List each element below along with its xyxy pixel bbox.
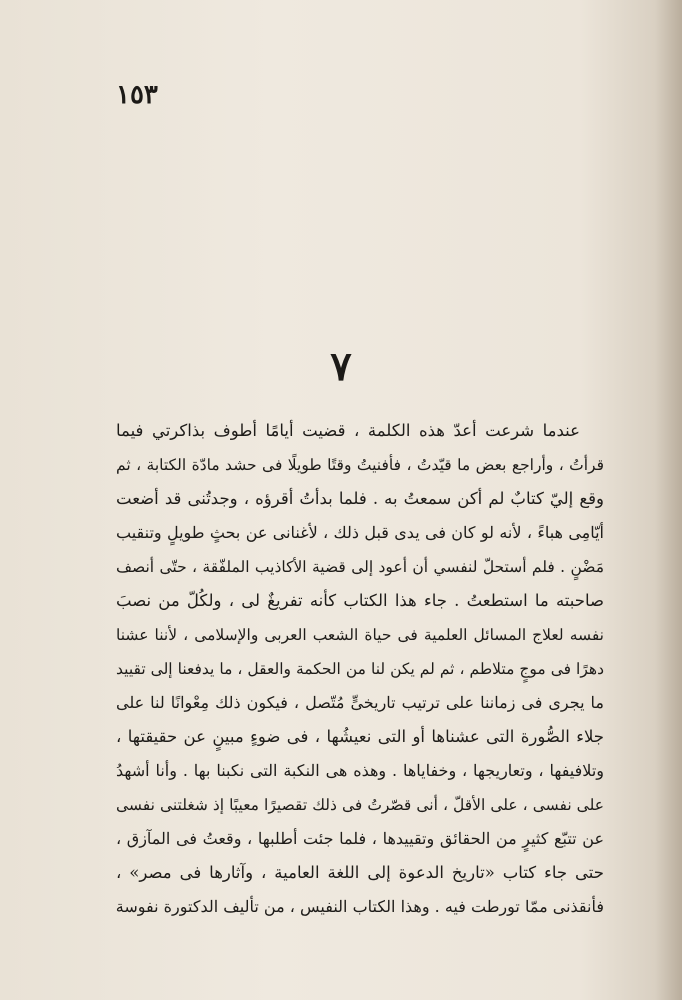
text-line: مَضْنٍ . فلم أستحلّ لنفسي أن أعود إلى قضية الأكاذيب الملفّقة ، حتّى أنصف xyxy=(116,558,604,576)
text-line: صاحبته ما استطعتُ . جاء هذا الكتاب كأنه تفريغٌ لى ، ولكُلّ من نصبَ xyxy=(116,591,604,610)
page-number: ١٥٣ xyxy=(116,80,158,110)
text-line: جلاء الصُّورة التى عشناها أو التى نعيشُها ، فى ضوءٍ مبينٍ عن حقيقتها ، xyxy=(116,727,604,746)
text-line: وقع إليّ كتابٌ لم أكن سمعتُ به . فلما بدأتُ أقرؤه ، وجدتُنى قد أضعت xyxy=(116,489,604,508)
text-line: فأنقذنى ممّا تورطت فيه . وهذا الكتاب النفيس ، من تأليف الدكتورة نفوسة xyxy=(116,897,604,916)
text-line: وتلافيفها ، وتعاريجها ، وخفاياها . وهذه هى النكبة التى نكبنا بها . وأنا أشهدُ xyxy=(116,761,604,780)
text-line: قرأتُ ، وأراجع بعض ما قيّدتُ ، فأفنيتُ وقتًا طويلًا فى حشد مادّة الكتابة ، ثم xyxy=(116,456,604,474)
text-line: على نفسى ، على الأقلّ ، أنى قصّرتُ فى ذلك تقصيرًا معيبًا إذ شغلتنى نفسى xyxy=(116,796,604,814)
body-text xyxy=(116,414,604,924)
text-line: عن تتبّع كثيرٍ من الحقائق وتقييدها ، فلما جئت أطلبها ، وقعتُ فى المآزق ، xyxy=(116,829,604,848)
text-line: أيّامِى هباءً ، لأنه لو كان فى يدى قبل ذلك ، لأغنانى عن بحثٍ طويلٍ وتنقيب xyxy=(116,523,604,542)
chapter-number: ٧ xyxy=(330,343,352,390)
text-line: دهرًا فى موجٍ متلاطم ، ثم لم يكن لنا من الحكمة والعقل ، ما يدفعنا إلى تقييد xyxy=(116,660,604,678)
text-line: عندما شرعت أعدّ هذه الكلمة ، قضيت أيامًا أطوف بذاكرتي فيما xyxy=(116,421,580,440)
text-line: حتى جاء كتاب «تاريخ الدعوة إلى اللغة العامية ، وآثارها فى مصر» ، xyxy=(116,863,604,882)
text-line: نفسه لعلاج المسائل العلمية فى حياة الشعب العربى والإسلامى ، لأننا عشنا xyxy=(116,626,604,644)
text-line: ما يجرى فى زماننا على ترتيب تاريخىٍّ مُتّصل ، فيكون ذلك مِعْوانًا لنا على xyxy=(116,693,604,712)
